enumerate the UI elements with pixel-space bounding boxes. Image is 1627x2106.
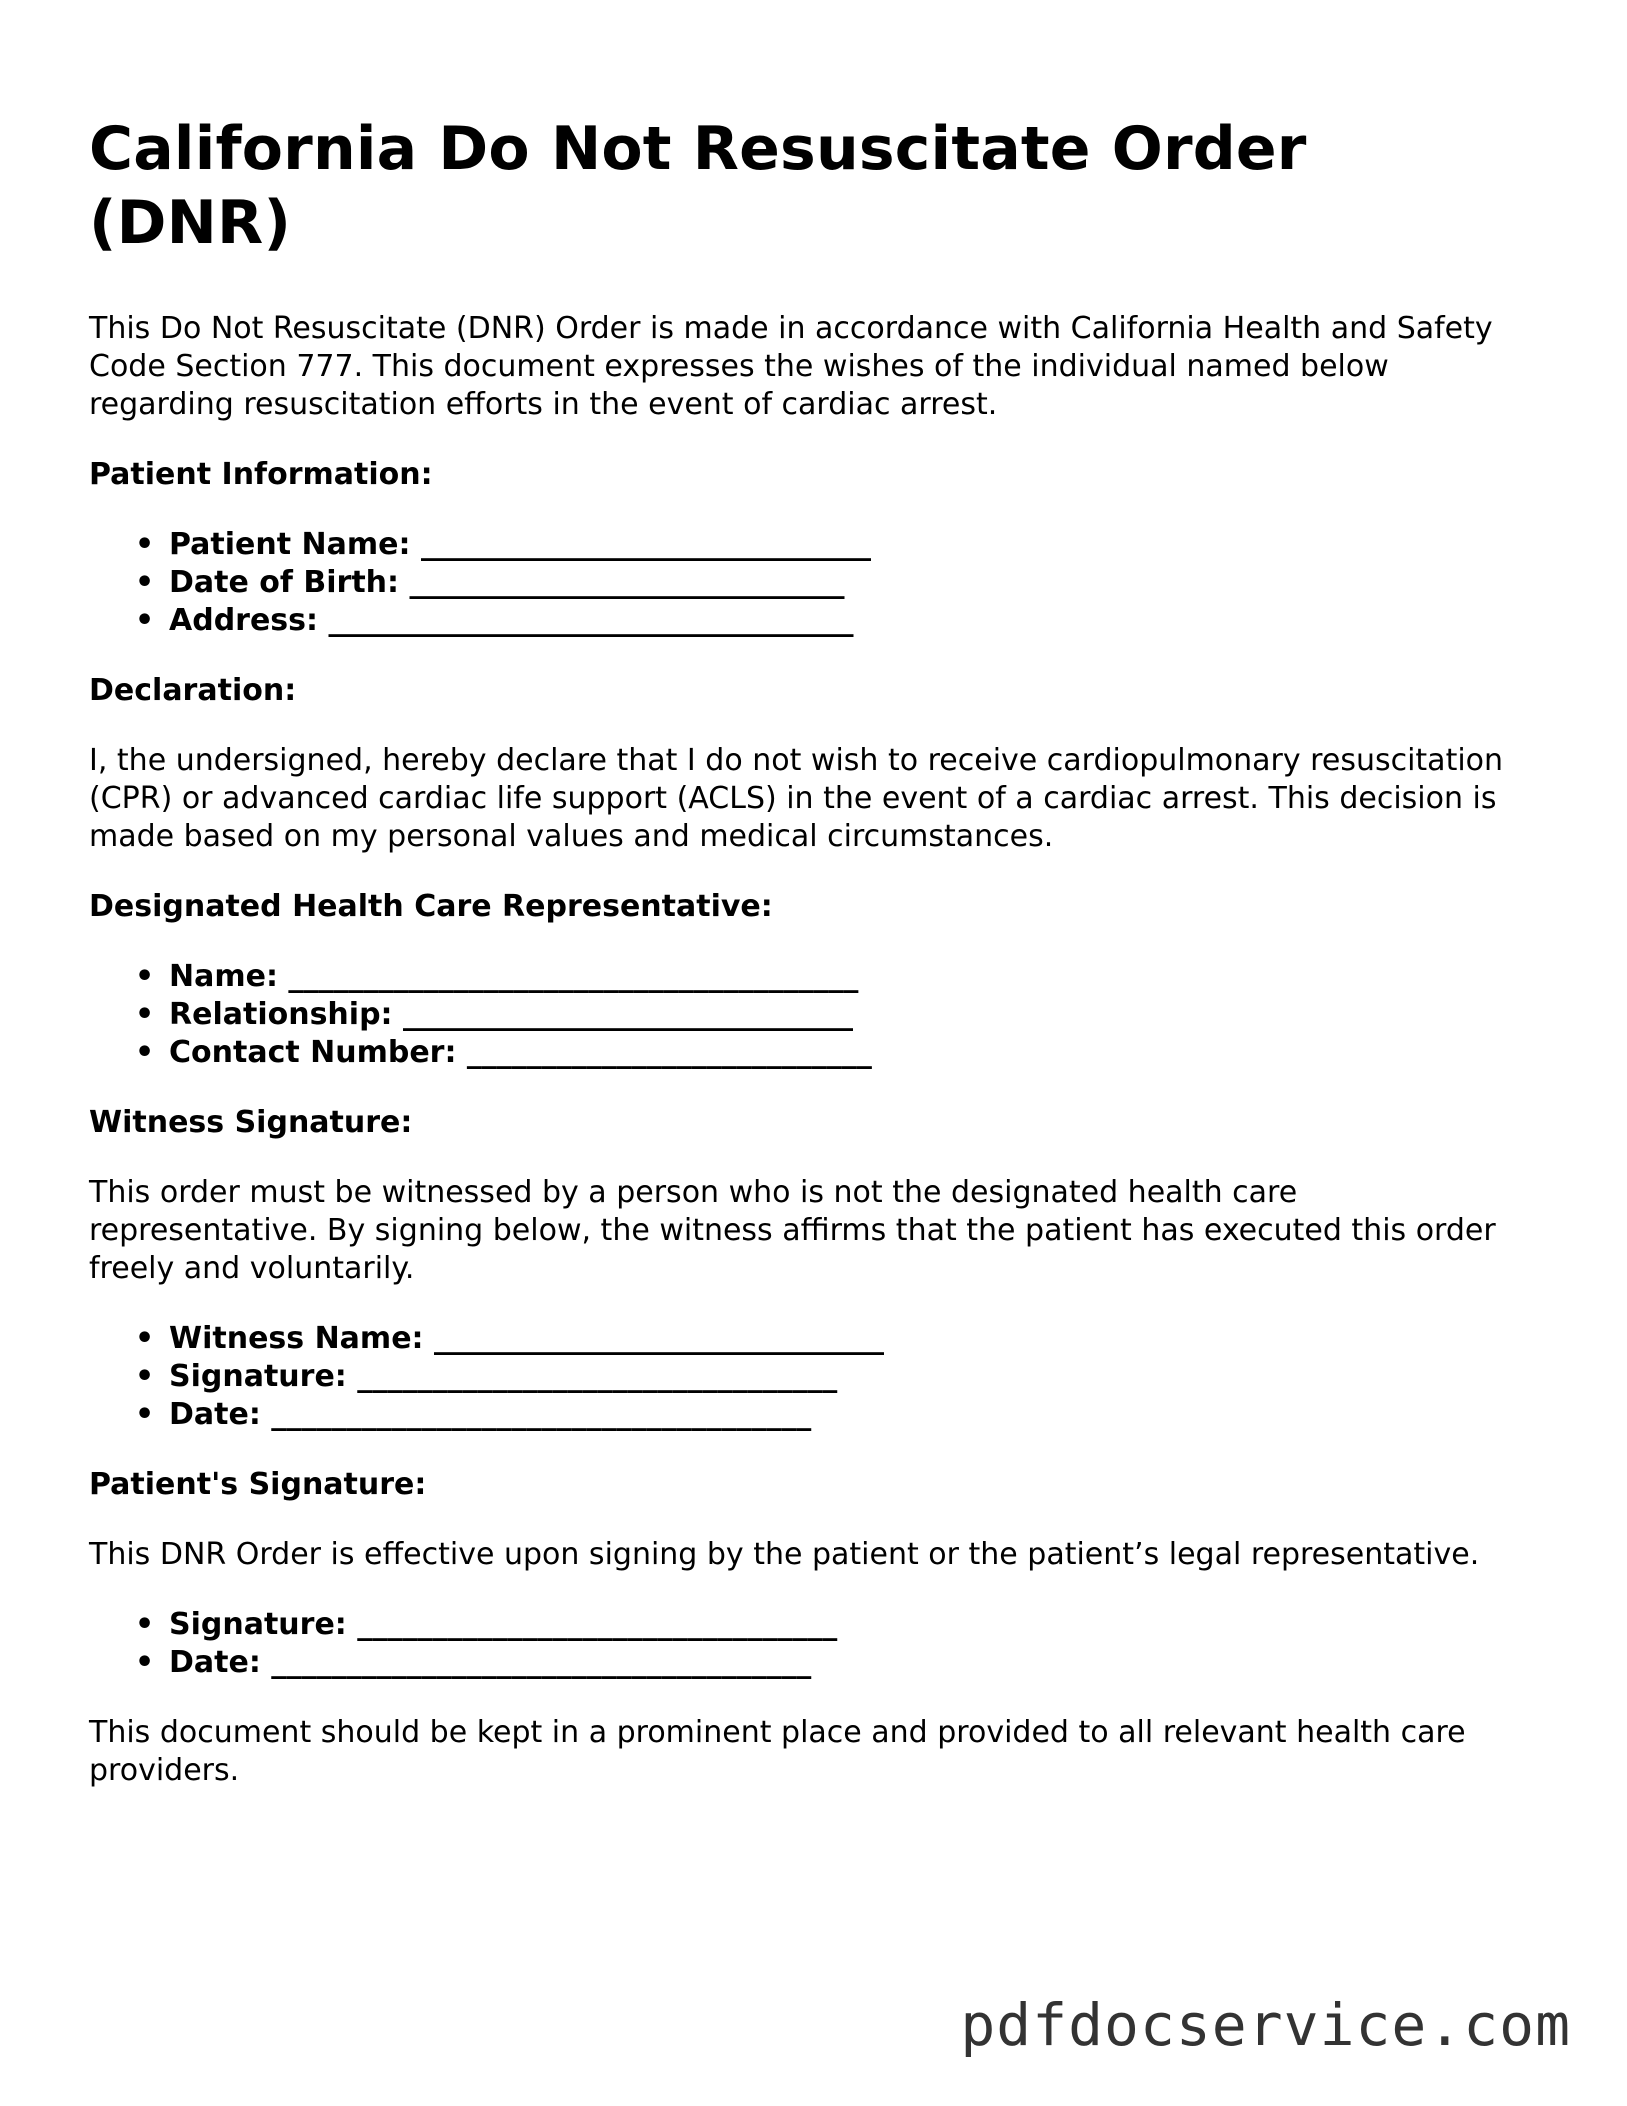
- patient-signature-paragraph: This DNR Order is effective upon signing by the patient or the patient’s legal representative.: [89, 1537, 1480, 1572]
- bullet-icon: •: [135, 1645, 155, 1680]
- bullet-icon: •: [135, 1397, 155, 1432]
- patient-date-field[interactable]: • Date: ____________________________________: [135, 1645, 812, 1680]
- bullet-icon: •: [135, 1035, 155, 1070]
- patient-info-heading: Patient Information:: [89, 457, 433, 492]
- bullet-icon: •: [135, 1359, 155, 1394]
- intro-paragraph: This Do Not Resuscitate (DNR) Order is made in accordance with California Health and Safety Code Section 777. This document expresses the wishes of the individual named below regarding resuscitation efforts in the event of cardiac arrest.: [89, 311, 1493, 422]
- bullet-icon: •: [135, 565, 155, 600]
- representative-heading: Designated Health Care Representative:: [89, 889, 773, 924]
- contact-number-field[interactable]: • Contact Number: ___________________________: [135, 1035, 872, 1070]
- bullet-icon: •: [135, 959, 155, 994]
- patient-signature-field[interactable]: • Signature: ________________________________: [135, 1607, 838, 1642]
- witness-name-field[interactable]: • Witness Name: ______________________________: [135, 1321, 884, 1356]
- patient-signature-list: [89, 1606, 1529, 1682]
- patient-name-field[interactable]: • Patient Name: ______________________________: [135, 527, 871, 562]
- bullet-icon: •: [135, 997, 155, 1032]
- declaration-paragraph: I, the undersigned, hereby declare that I do not wish to receive cardiopulmonary resuscitation (CPR) or advanced cardiac life support (ACLS) in the event of a cardiac arrest. This decision is made based on my personal values and medical circumstances.: [89, 743, 1504, 854]
- representative-name-field[interactable]: • Name: ______________________________________: [135, 959, 859, 994]
- bullet-icon: •: [135, 527, 155, 562]
- witness-signature-field[interactable]: • Signature: ________________________________: [135, 1359, 838, 1394]
- address-field[interactable]: • Address: ___________________________________: [135, 603, 854, 638]
- witness-heading: Witness Signature:: [89, 1105, 413, 1140]
- bullet-icon: •: [135, 603, 155, 638]
- date-of-birth-field[interactable]: • Date of Birth: _____________________________: [135, 565, 845, 600]
- declaration-heading: Declaration:: [89, 673, 297, 708]
- closing-paragraph: This document should be kept in a prominent place and provided to all relevant health care providers.: [89, 1715, 1466, 1788]
- witness-list: [89, 1320, 1529, 1434]
- document-title: California Do Not Resuscitate Order (DNR): [89, 114, 1307, 258]
- bullet-icon: •: [135, 1607, 155, 1642]
- representative-list: [89, 958, 1529, 1072]
- patient-signature-heading: Patient's Signature:: [89, 1467, 427, 1502]
- watermark: pdfdocservice.com: [960, 1991, 1571, 2059]
- relationship-field[interactable]: • Relationship: ______________________________: [135, 997, 853, 1032]
- witness-date-field[interactable]: • Date: ____________________________________: [135, 1397, 812, 1432]
- patient-info-list: [89, 526, 1529, 640]
- bullet-icon: •: [135, 1321, 155, 1356]
- witness-paragraph: This order must be witnessed by a person who is not the designated health care representative. By signing below, the witness affirms that the patient has executed this order freely and voluntarily.: [89, 1175, 1496, 1286]
- document-page: [89, 112, 1529, 1822]
